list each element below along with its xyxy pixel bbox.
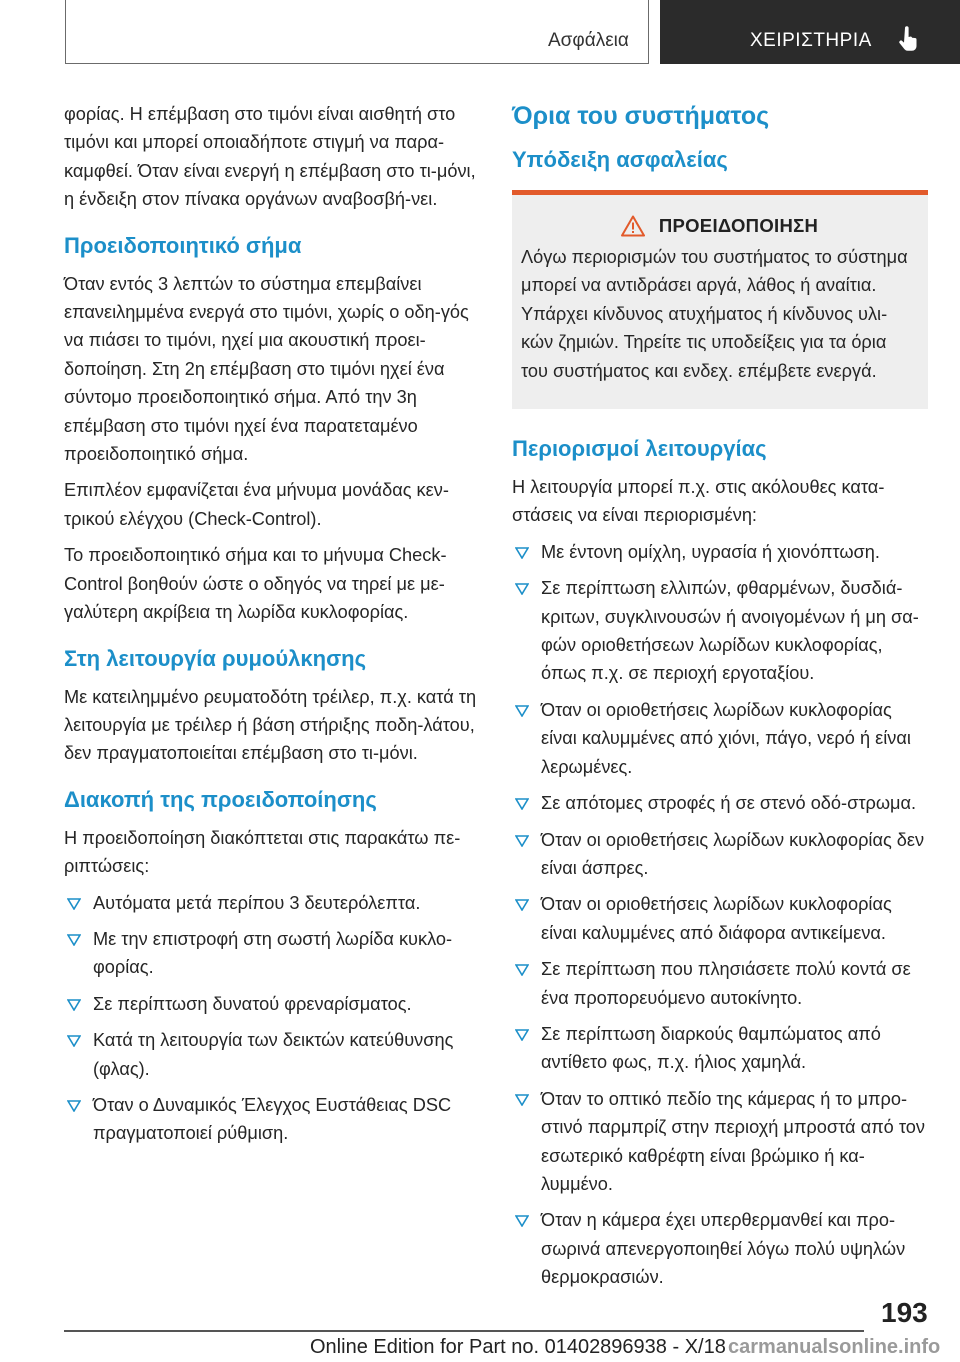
warning-text: Λόγω περιορισμών του συστήματος το σύστημα μπορεί να αντιδράσει αργά, λάθος ή αναίτια. Υπάρχει κίνδυνος ατυχήματος ή κίνδυνος υλι-κών ζημιών. Τηρείτε τις υποδείξεις για τα όρια του συστήματος και ενδεχ. επέμβετε ενεργά. [521, 247, 908, 381]
warning-title: ΠΡΟΕΙΔΟΠΟΙΗΣΗ [658, 215, 819, 236]
list-item: Όταν η κάμερα έχει υπερθερμανθεί και προ-σωρινά απενεργοποιηθεί λόγω πολύ υψηλών θερμοκρασιών. [512, 1206, 928, 1291]
paragraph-acoustic-warning: Όταν εντός 3 λεπτών το σύστημα επεμβαίνει επανειλημμένα ενεργά στο τιμόνι, χωρίς ο οδη-γός να πιάσει το τιμόνι, ηχεί μια ακουστική προει-δοποίηση. Στη 2η επέμβαση στο τιμόνι ηχεί ένα σύντομο προειδοποιητικό σήμα. Από την 3η επέμβαση στο τιμόνι ηχεί ένα παρατεταμένο προειδοποιητικό σήμα. [64, 273, 469, 465]
heading-function-limits: Περιορισμοί λειτουργίας [512, 436, 767, 462]
right-column [512, 100, 928, 1300]
triangle-bullet-icon [67, 999, 81, 1011]
page-number: 193 [881, 1297, 928, 1328]
list-item: Σε περίπτωση που πλησιάσετε πολύ κοντά σε ένα προπορευόμενο αυτοκίνητο. [512, 955, 928, 1012]
heading-warning-signal: Προειδοποιητικό σήμα [64, 232, 302, 258]
list-item: Σε περίπτωση δυνατού φρεναρίσματος. [64, 990, 482, 1018]
warning-header [521, 215, 918, 237]
list-item: Με την επιστροφή στη σωστή λωρίδα κυκλο-φορίας. [64, 925, 482, 982]
list-item: Όταν οι οριοθετήσεις λωρίδων κυκλοφορίας είναι καλυμμένες από διάφορα αντικείμενα. [512, 890, 928, 947]
hand-pointer-icon [896, 26, 920, 52]
paragraph-steering-intervention: φορίας. Η επέμβαση στο τιμόνι είναι αισθητή στο τιμόνι και μπορεί οποιαδήποτε στιγμή να παρα-καμφθεί. Όταν είναι ενεργή η επέμβαση στο τι-μόνι, η ένδειξη στον πίνακα οργάνων αναβοσβή-νει. [64, 104, 476, 210]
list-item: Όταν ο Δυναμικός Έλεγχος Ευστάθειας DSC πραγματοποιεί ρύθμιση. [64, 1091, 482, 1148]
triangle-bullet-icon [515, 705, 529, 717]
interruption-list [64, 889, 482, 1148]
footer-watermark[interactable]: carmanualsonline.info [728, 1336, 941, 1358]
triangle-bullet-icon [515, 1094, 529, 1106]
triangle-bullet-icon [67, 1100, 81, 1112]
warning-box [512, 190, 928, 409]
limits-list [512, 538, 928, 1292]
heading-warning-interruption: Διακοπή της προειδοποίησης [64, 786, 377, 812]
triangle-bullet-icon [515, 547, 529, 559]
triangle-bullet-icon [515, 835, 529, 847]
warning-triangle-icon [621, 215, 645, 237]
paragraph-interruption-intro: Η προειδοποίηση διακόπτεται στις παρακάτω πε-ριπτώσεις: [64, 827, 461, 877]
list-item: Σε περίπτωση διαρκούς θαμπώματος από αντίθετο φως, π.χ. ήλιος χαμηλά. [512, 1020, 928, 1077]
triangle-bullet-icon [67, 934, 81, 946]
footer-divider [64, 1330, 864, 1332]
list-item: Όταν οι οριοθετήσεις λωρίδων κυκλοφορίας δεν είναι άσπρες. [512, 826, 928, 883]
list-item: Σε περίπτωση ελλιπών, φθαρμένων, δυσδιά-κριτων, συγκλινουσών ή ανοιγομένων ή μη σα-φών οριοθετήσεων λωρίδων κυκλοφορίας, όπως π.χ. σε περιοχή εργοταξίου. [512, 574, 928, 688]
heading-trailer-mode: Στη λειτουργία ρυμούλκησης [64, 645, 367, 671]
list-item: Όταν οι οριοθετήσεις λωρίδων κυκλοφορίας είναι καλυμμένες από χιόνι, πάγο, νερό ή είναι λερωμένες. [512, 696, 928, 781]
triangle-bullet-icon [67, 1035, 81, 1047]
heading-system-limits: Όρια του συστήματος [512, 102, 770, 130]
paragraph-trailer: Με κατειλημμένο ρευματοδότη τρέιλερ, π.χ. κατά τη λειτουργία με τρέιλερ ή βάση στήριξης ποδη-λάτου, δεν πραγματοποιείται επέμβαση στο τι-μόνι. [64, 686, 477, 764]
triangle-bullet-icon [515, 583, 529, 595]
left-column [64, 100, 482, 1156]
chapter-tab-label: ΧΕΙΡΙΣΤΗΡΙΑ [750, 30, 872, 51]
triangle-bullet-icon [515, 1029, 529, 1041]
section-title: Ασφάλεια [548, 30, 629, 51]
triangle-bullet-icon [67, 898, 81, 910]
paragraph-signal-purpose: Το προειδοποιητικό σήμα και το μήνυμα Check-Control βοηθούν ώστε ο οδηγός να τηρεί με με-γαλύτερη ακρίβεια τη λωρίδα κυκλοφορίας. [64, 545, 447, 623]
heading-safety-note: Υπόδειξη ασφαλείας [512, 147, 728, 172]
list-item: Με έντονη ομίχλη, υγρασία ή χιονόπτωση. [512, 538, 928, 566]
paragraph-check-control: Επιπλέον εμφανίζεται ένα μήνυμα μονάδας κεν-τρικού ελέγχου (Check-Control). [64, 480, 449, 529]
footer-edition: Online Edition for Part no. 01402896938 - X/18 [310, 1336, 726, 1358]
list-item: Όταν το οπτικό πεδίο της κάμερας ή το μπρο-στινό παρμπρίζ στην περιοχή μπροστά από τον εσωτερικό καθρέφτη είναι βρώμικο ή κα-λυμμένο. [512, 1085, 928, 1199]
triangle-bullet-icon [515, 1215, 529, 1227]
triangle-bullet-icon [515, 798, 529, 810]
triangle-bullet-icon [515, 899, 529, 911]
triangle-bullet-icon [515, 964, 529, 976]
paragraph-limits-intro: Η λειτουργία μπορεί π.χ. στις ακόλουθες κατα-στάσεις να είναι περιορισμένη: [512, 477, 885, 526]
list-item: Κατά τη λειτουργία των δεικτών κατεύθυνσης (φλας). [64, 1026, 482, 1083]
list-item: Σε απότομες στροφές ή σε στενό οδό-στρωμα. [512, 789, 928, 817]
list-item: Αυτόματα μετά περίπου 3 δευτερόλεπτα. [64, 889, 482, 917]
